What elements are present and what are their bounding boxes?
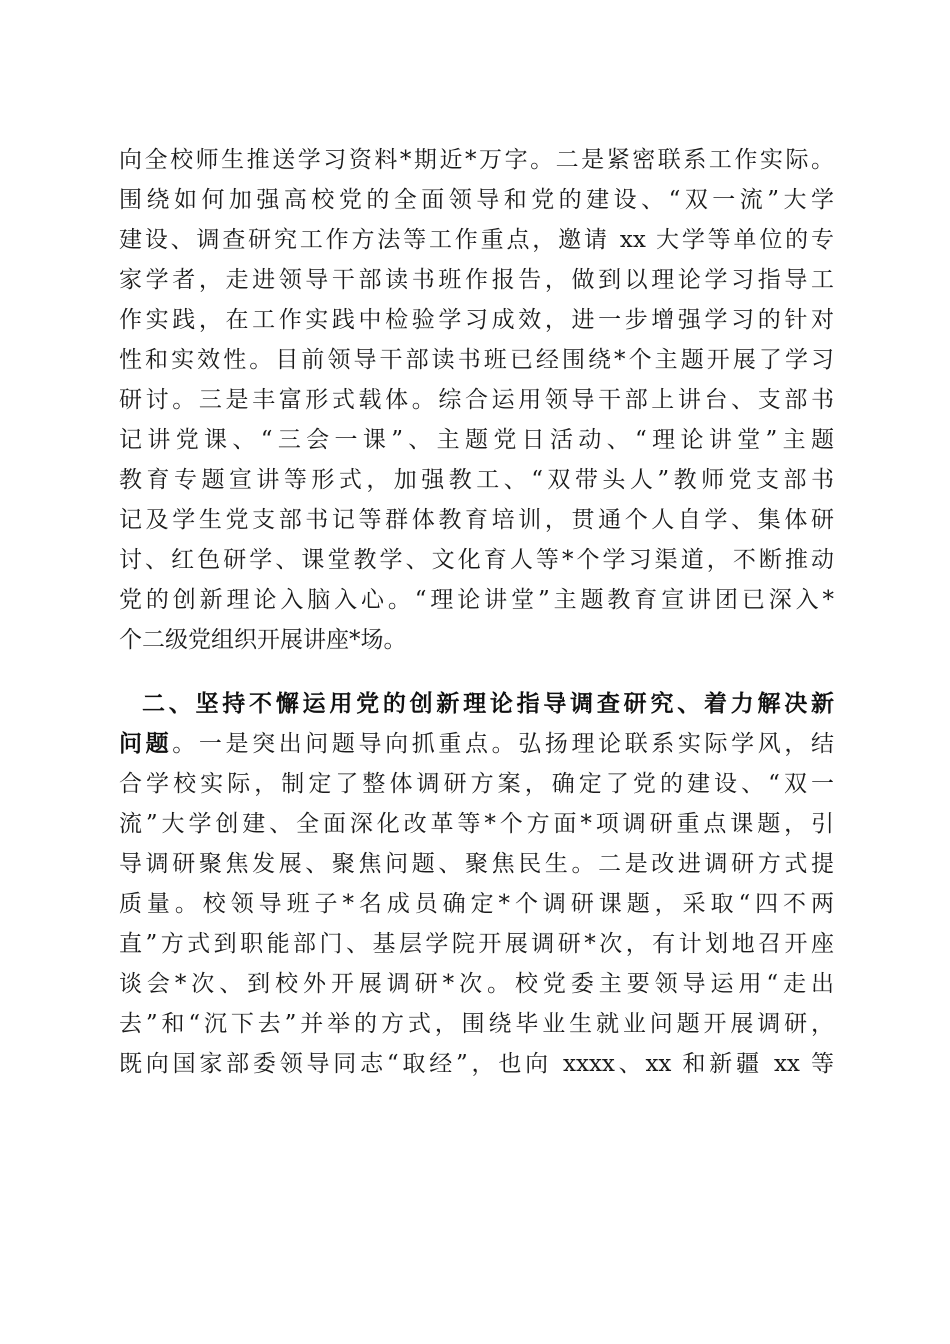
paragraph-1-line: 个二级党组织开展讲座*场。: [119, 627, 407, 653]
paragraph-2-line: 合学校实际，制定了整体调研方案，确定了党的建设、“双一: [119, 771, 834, 797]
document-body: [119, 140, 834, 1084]
paragraph-1-line: 记及学生党支部书记等群体教育培训，贯通个人自学、集体研: [119, 507, 834, 533]
paragraph-2-line: 流”大学创建、全面深化改革等*个方面*项调研重点课题，引: [119, 811, 834, 837]
paragraph-1-line: 向全校师生推送学习资料*期近*万字。二是紧密联系工作实际。: [119, 147, 834, 173]
paragraph-1-line: 教育专题宣讲等形式，加强教工、“双带头人”教师党支部书: [119, 467, 834, 493]
paragraph-1-line: 家学者，走进领导干部读书班作报告，做到以理论学习指导工: [119, 267, 834, 293]
paragraph-2-line: 直”方式到职能部门、基层学院开展调研*次，有计划地召开座: [119, 931, 834, 957]
paragraph-1-line: 讨、红色研学、课堂教学、文化育人等*个学习渠道，不断推动: [119, 547, 834, 573]
section-heading: 二、坚持不懈运用党的创新理论指导调查研究、着力解决新: [142, 691, 834, 717]
paragraph-1-line: 性和实效性。目前领导干部读书班已经围绕*个主题开展了学习: [119, 347, 834, 373]
section-heading-tail: 问题: [119, 731, 173, 757]
paragraph-1-line: 作实践，在工作实践中检验学习成效，进一步增强学习的针对: [119, 307, 834, 333]
paragraph-2-line: 既向国家部委领导同志“取经”，也向 xxxx、xx 和新疆 xx 等: [119, 1051, 834, 1077]
paragraph-2-line: 导调研聚焦发展、聚焦问题、聚焦民生。二是改进调研方式提: [119, 851, 834, 877]
paragraph-2-line: [119, 724, 834, 764]
paragraph-1-line: 建设、调查研究工作方法等工作重点，邀请 xx 大学等单位的专: [119, 227, 834, 253]
paragraph-2-text: 。一是突出问题导向抓重点。弘扬理论联系实际学风，结: [172, 731, 834, 757]
paragraph-1-line: 记讲党课、“三会一课”、主题党日活动、“理论讲堂”主题: [119, 427, 834, 453]
paragraph-1-line: 党的创新理论入脑入心。“理论讲堂”主题教育宣讲团已深入*: [119, 587, 834, 613]
paragraph-1-line: 围绕如何加强高校党的全面领导和党的建设、“双一流”大学: [119, 187, 834, 213]
paragraph-1-line: 研讨。三是丰富形式载体。综合运用领导干部上讲台、支部书: [119, 387, 834, 413]
paragraph-2-line: 去”和“沉下去”并举的方式，围绕毕业生就业问题开展调研，: [119, 1011, 834, 1037]
paragraph-2-line: 质量。校领导班子*名成员确定*个调研课题，采取“四不两: [119, 891, 834, 917]
paragraph-spacer: [119, 660, 834, 684]
paragraph-2-line: 谈会*次、到校外开展调研*次。校党委主要领导运用“走出: [119, 971, 834, 997]
section-heading-line: [119, 684, 834, 724]
